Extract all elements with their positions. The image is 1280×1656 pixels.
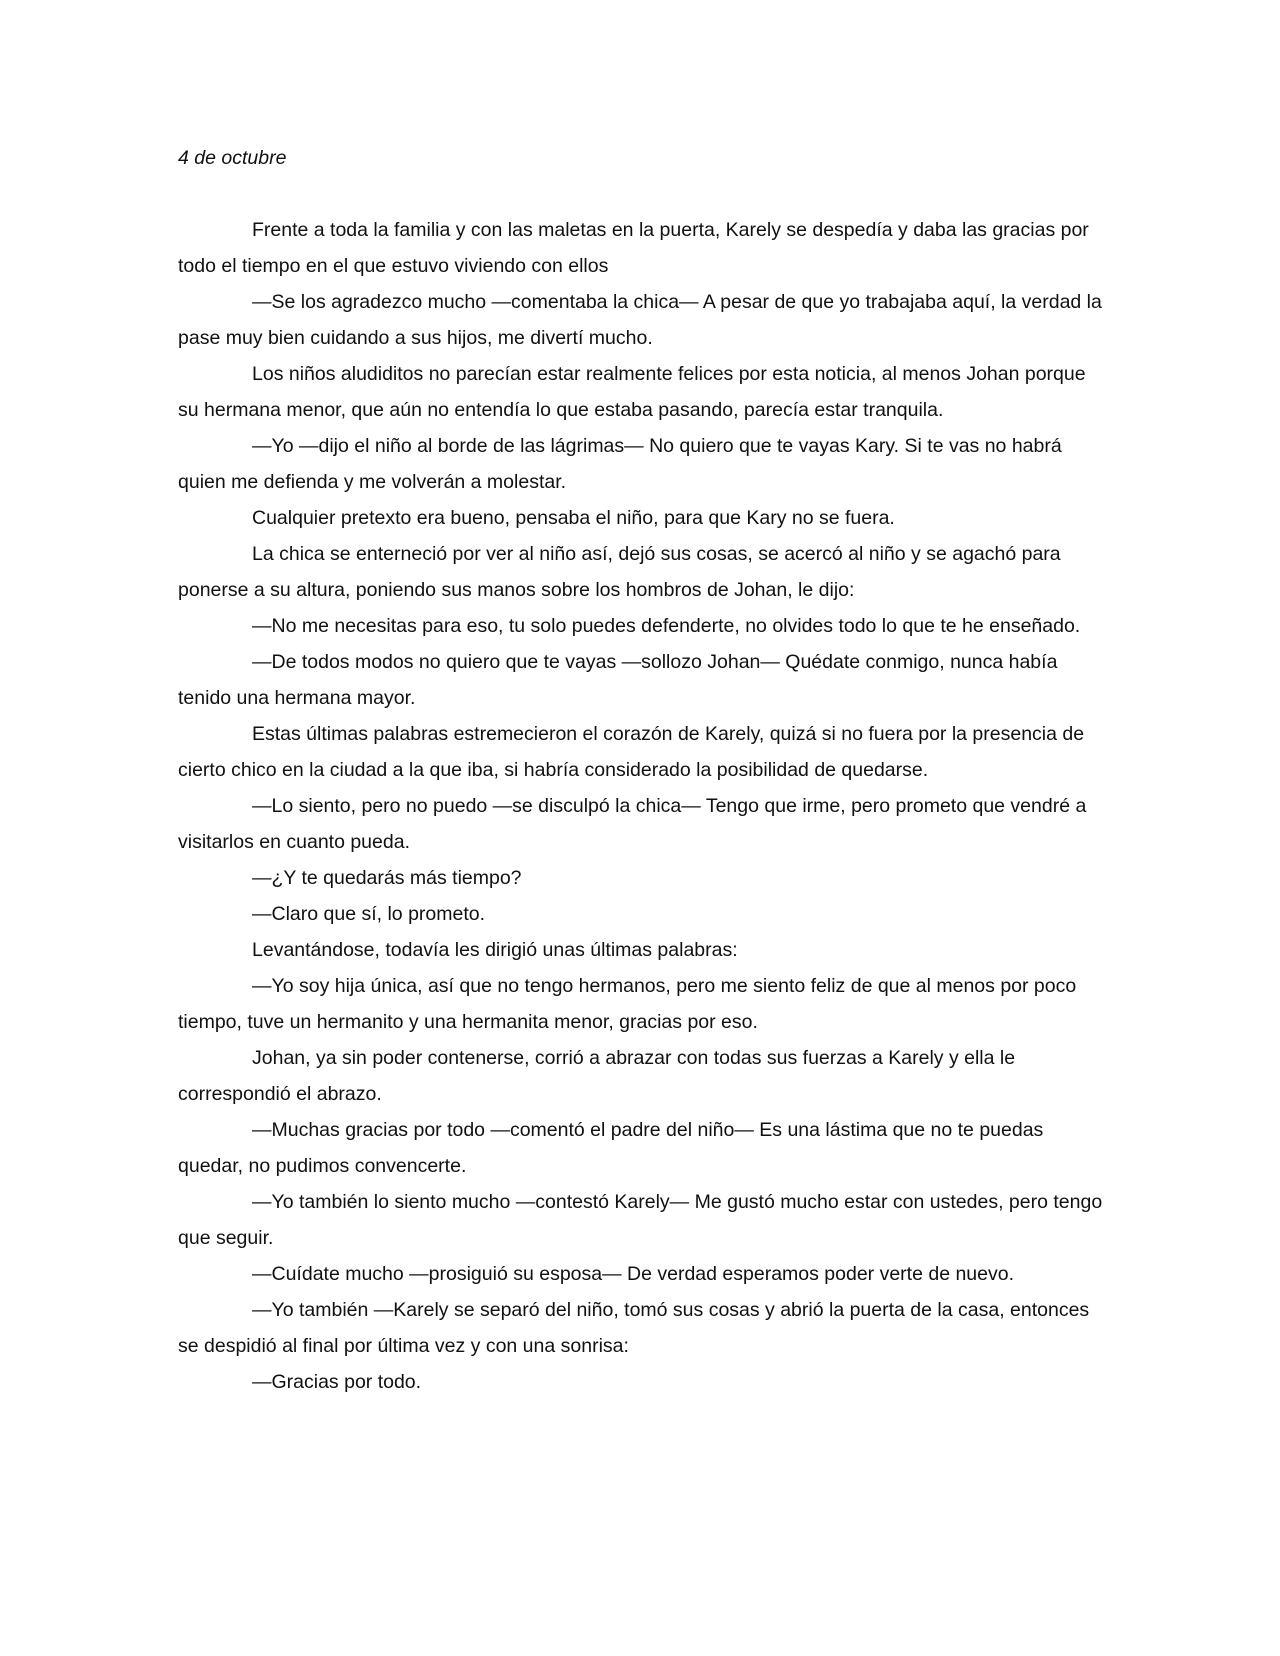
paragraph-13: Levantándose, todavía les dirigió unas últimas palabras: <box>252 939 738 961</box>
paragraph-7: —No me necesitas para eso, tu solo puedes defenderte, no olvides todo lo que te he enseñado. <box>252 615 1081 637</box>
paragraph-12: —Claro que sí, lo prometo. <box>252 903 486 925</box>
paragraph-19: —Yo también —Karely se separó del niño, tomó sus cosas y abrió la puerta de la casa, entonces se despidió al final por última vez y con una sonrisa: <box>178 1299 1090 1357</box>
paragraph-5: Cualquier pretexto era bueno, pensaba el niño, para que Kary no se fuera. <box>252 507 895 529</box>
paragraph-3: Los niños aludiditos no parecían estar realmente felices por esta noticia, al menos Johan porque su hermana menor, que aún no entendía lo que estaba pasando, parecía estar tranquila. <box>178 363 1086 421</box>
paragraph-18: —Cuídate mucho —prosiguió su esposa— De verdad esperamos poder verte de nuevo. <box>252 1263 1015 1285</box>
entry-date: 4 de octubre <box>178 147 287 169</box>
paragraph-2: —Se los agradezco mucho —comentaba la chica— A pesar de que yo trabajaba aquí, la verdad la pase muy bien cuidando a sus hijos, me divertí mucho. <box>178 291 1102 349</box>
paragraph-1: Frente a toda la familia y con las maletas en la puerta, Karely se despedía y daba las gracias por todo el tiempo en el que estuvo viviendo con ellos <box>178 219 1089 277</box>
paragraph-17: —Yo también lo siento mucho —contestó Karely— Me gustó mucho estar con ustedes, pero tengo que seguir. <box>178 1191 1103 1249</box>
paragraph-14: —Yo soy hija única, así que no tengo hermanos, pero me siento feliz de que al menos por poco tiempo, tuve un hermanito y una hermanita menor, gracias por eso. <box>178 975 1077 1033</box>
paragraph-4: —Yo —dijo el niño al borde de las lágrimas— No quiero que te vayas Kary. Si te vas no habrá quien me defienda y me volverán a molestar. <box>178 435 1062 493</box>
paragraph-8: —De todos modos no quiero que te vayas —sollozo Johan— Quédate conmigo, nunca había tenido una hermana mayor. <box>178 651 1058 709</box>
paragraph-6: La chica se enterneció por ver al niño así, dejó sus cosas, se acercó al niño y se agachó para ponerse a su altura, poniendo sus manos sobre los hombros de Johan, le dijo: <box>178 543 1061 601</box>
paragraph-9: Estas últimas palabras estremecieron el corazón de Karely, quizá si no fuera por la presencia de cierto chico en la ciudad a la que iba, si habría considerado la posibilidad de quedarse. <box>178 723 1085 781</box>
paragraph-11: —¿Y te quedarás más tiempo? <box>252 867 522 889</box>
paragraph-20: —Gracias por todo. <box>252 1371 422 1393</box>
document-body <box>178 140 1103 1400</box>
paragraph-10: —Lo siento, pero no puedo —se disculpó la chica— Tengo que irme, pero prometo que vendré a visitarlos en cuanto pueda. <box>178 795 1087 853</box>
paragraph-15: Johan, ya sin poder contenerse, corrió a abrazar con todas sus fuerzas a Karely y ella le correspondió el abrazo. <box>178 1047 1016 1105</box>
paragraph-16: —Muchas gracias por todo —comentó el padre del niño— Es una lástima que no te puedas quedar, no pudimos convencerte. <box>178 1119 1044 1177</box>
